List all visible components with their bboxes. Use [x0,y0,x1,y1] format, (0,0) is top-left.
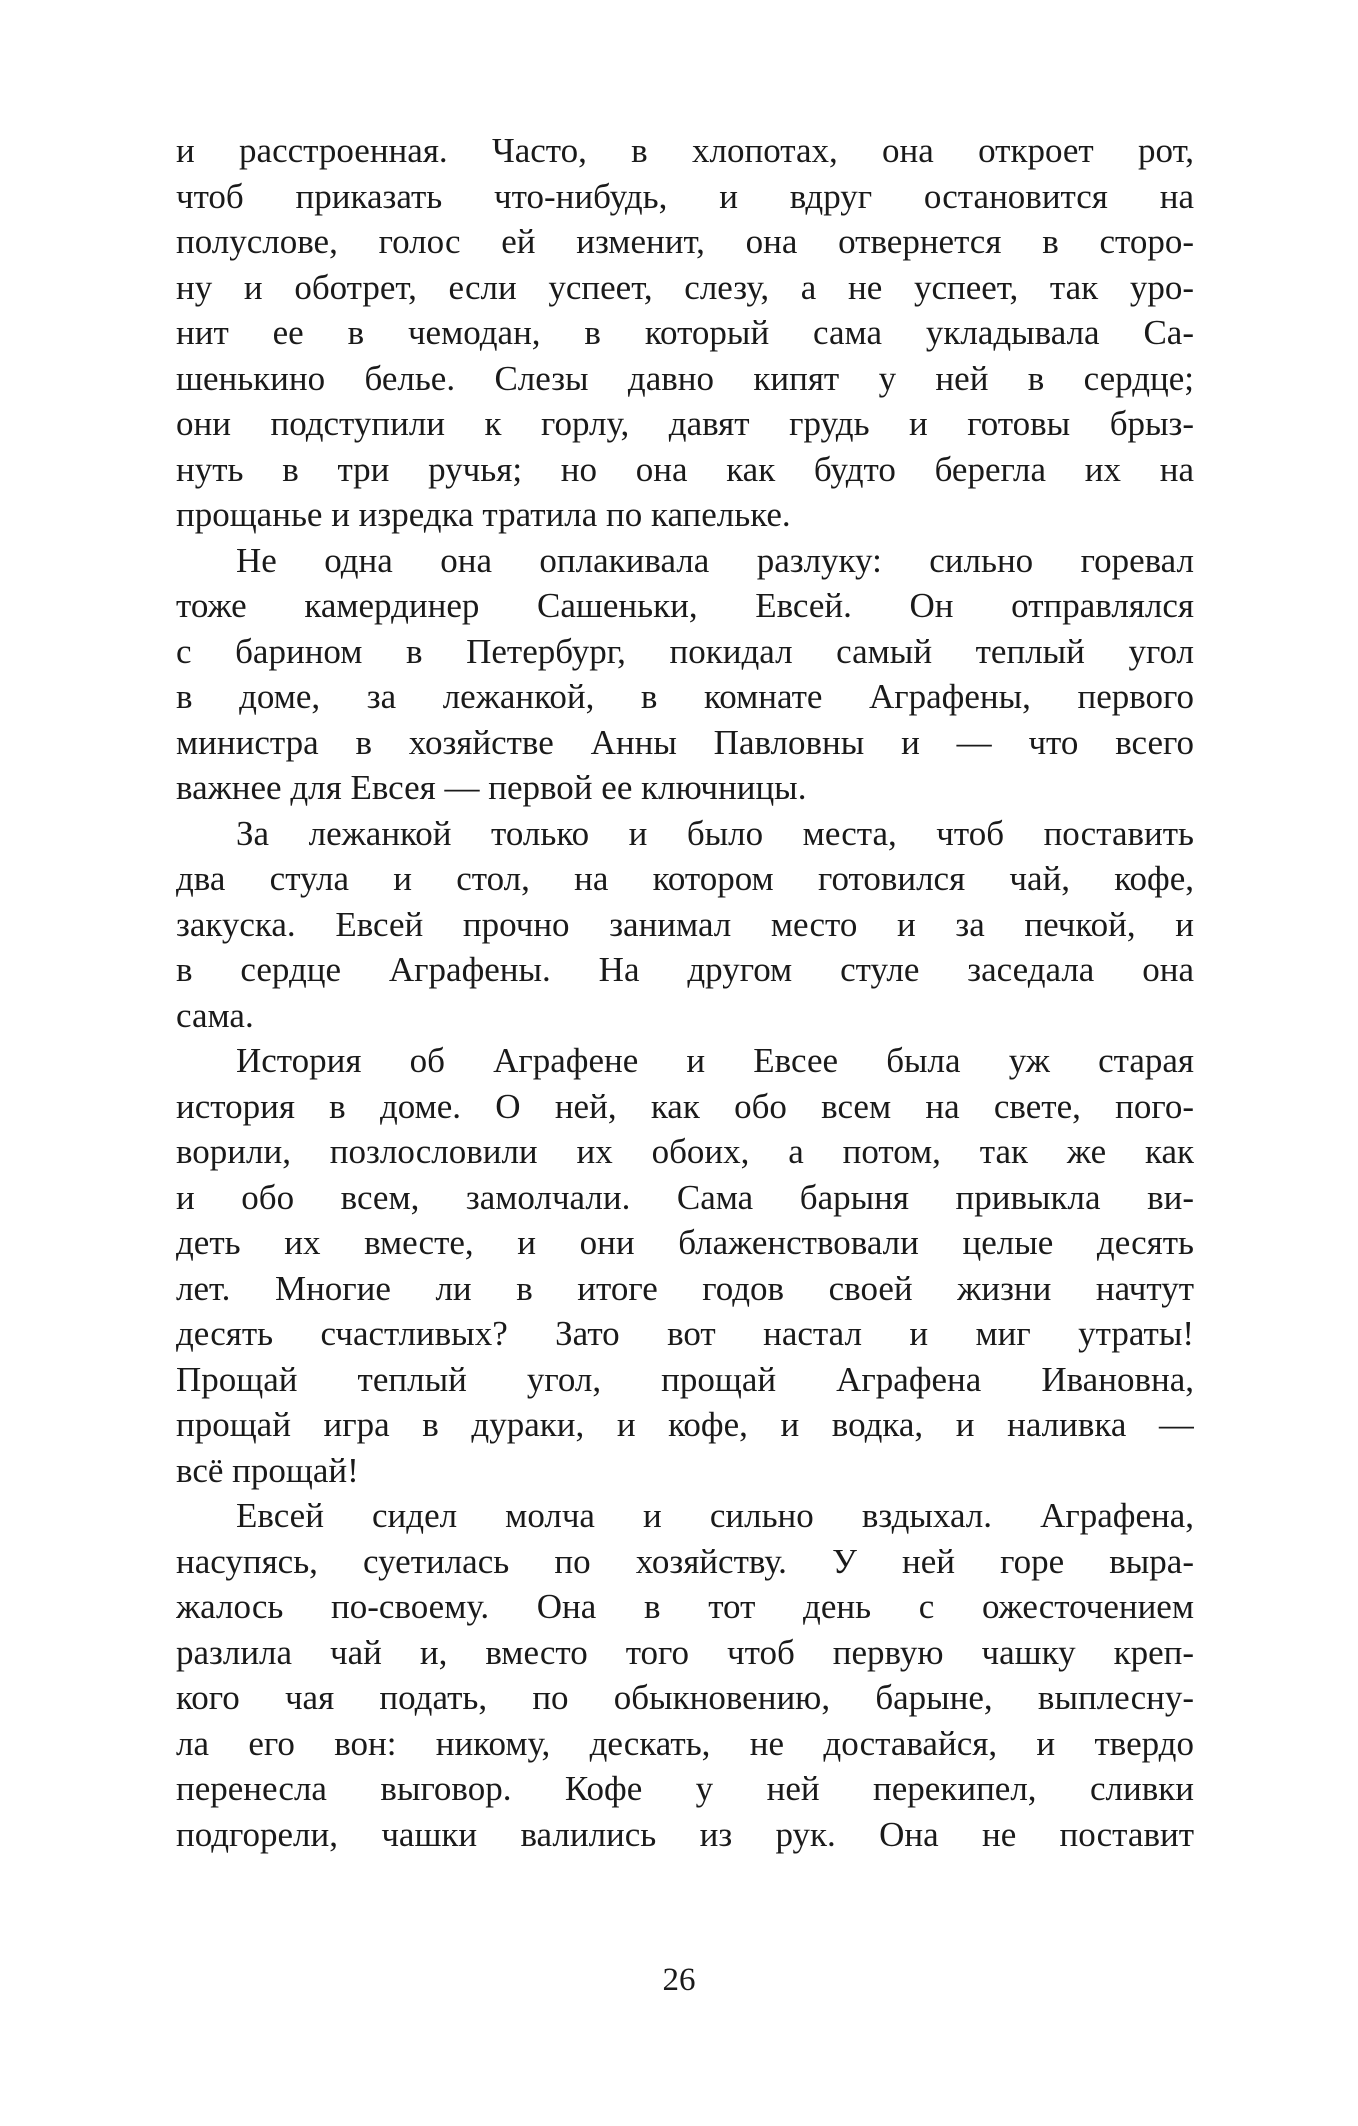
text-line: в сердце Аграфены. На другом стуле заседала она [176,950,1194,989]
text-line: Прощай теплый угол, прощай Аграфена Ивановна, [176,1359,1194,1399]
text-line: разлила чай и, вместо того чтоб первую чашку креп- [176,1632,1194,1672]
text-line: деть их вместе, и они блаженствовали целые десять [176,1223,1194,1262]
text-line: нуть в три ручья; но она как будто берегла их на [176,449,1194,489]
text-line: они подступили к горлу, давят грудь и готовы брыз- [176,404,1194,443]
text-line: шенькино белье. Слезы давно кипят у ней в сердце; [176,358,1194,398]
text-line: чтоб приказать что-нибудь, и вдруг остановится на [176,176,1194,216]
text-line: Евсей сидел молча и сильно вздыхал. Аграфена, [236,1496,1194,1535]
text-line: прощай игра в дураки, и кофе, и водка, и наливка — [176,1405,1194,1444]
text-line: История об Аграфене и Евсее была уж старая [236,1041,1194,1080]
text-line: полуслове, голос ей изменит, она отвернется в сторо- [176,222,1194,261]
text-line: прощанье и изредка тратила по капельке. [176,495,791,534]
text-line: подгорели, чашки валились из рук. Она не поставит [176,1814,1194,1854]
text-line: история в доме. О ней, как обо всем на свете, пого- [176,1086,1194,1126]
text-line: закуска. Евсей прочно занимал место и за печкой, и [176,904,1194,944]
text-line: кого чая подать, по обыкновению, барыне, выплесну- [176,1678,1194,1717]
text-line: в доме, за лежанкой, в комнате Аграфены, первого [176,677,1194,716]
text-line: важнее для Евсея — первой ее ключницы. [176,768,807,807]
page-number: 26 [662,1962,696,1998]
text-line: с барином в Петербург, покидал самый теплый угол [176,631,1194,671]
text-line: тоже камердинер Сашеньки, Евсей. Он отправлялся [176,586,1194,625]
text-line: За лежанкой только и было места, чтоб поставить [236,813,1194,853]
text-line: и обо всем, замолчали. Сама барыня привыкла ви- [176,1177,1194,1217]
text-line: ворили, позлословили их обоих, а потом, так же как [176,1132,1194,1171]
text-line: ну и оботрет, если успеет, слезу, а не успеет, так уро- [176,267,1194,307]
text-line: нит ее в чемодан, в который сама укладывала Са- [176,313,1194,352]
body-text [176,128,1194,1857]
text-line: лет. Многие ли в итоге годов своей жизни начтут [176,1268,1194,1308]
text-line: ла его вон: никому, дескать, не доставайся, и твердо [176,1723,1194,1763]
text-line: насупясь, суетилась по хозяйству. У ней горе выра- [176,1541,1194,1581]
text-line: и расстроенная. Часто, в хлопотах, она откроет рот, [176,131,1194,170]
text-line: перенесла выговор. Кофе у ней перекипел, сливки [176,1769,1194,1808]
text-line: министра в хозяйстве Анны Павловны и — что всего [176,722,1194,762]
text-line: жалось по-своему. Она в тот день с ожесточением [176,1587,1194,1626]
text-line: два стула и стол, на котором готовился чай, кофе, [176,859,1194,898]
text-line: всё прощай! [176,1450,359,1490]
text-line: Не одна она оплакивала разлуку: сильно горевал [236,540,1194,580]
text-line: сама. [176,995,254,1035]
text-line: десять счастливых? Зато вот настал и миг утраты! [176,1314,1194,1353]
